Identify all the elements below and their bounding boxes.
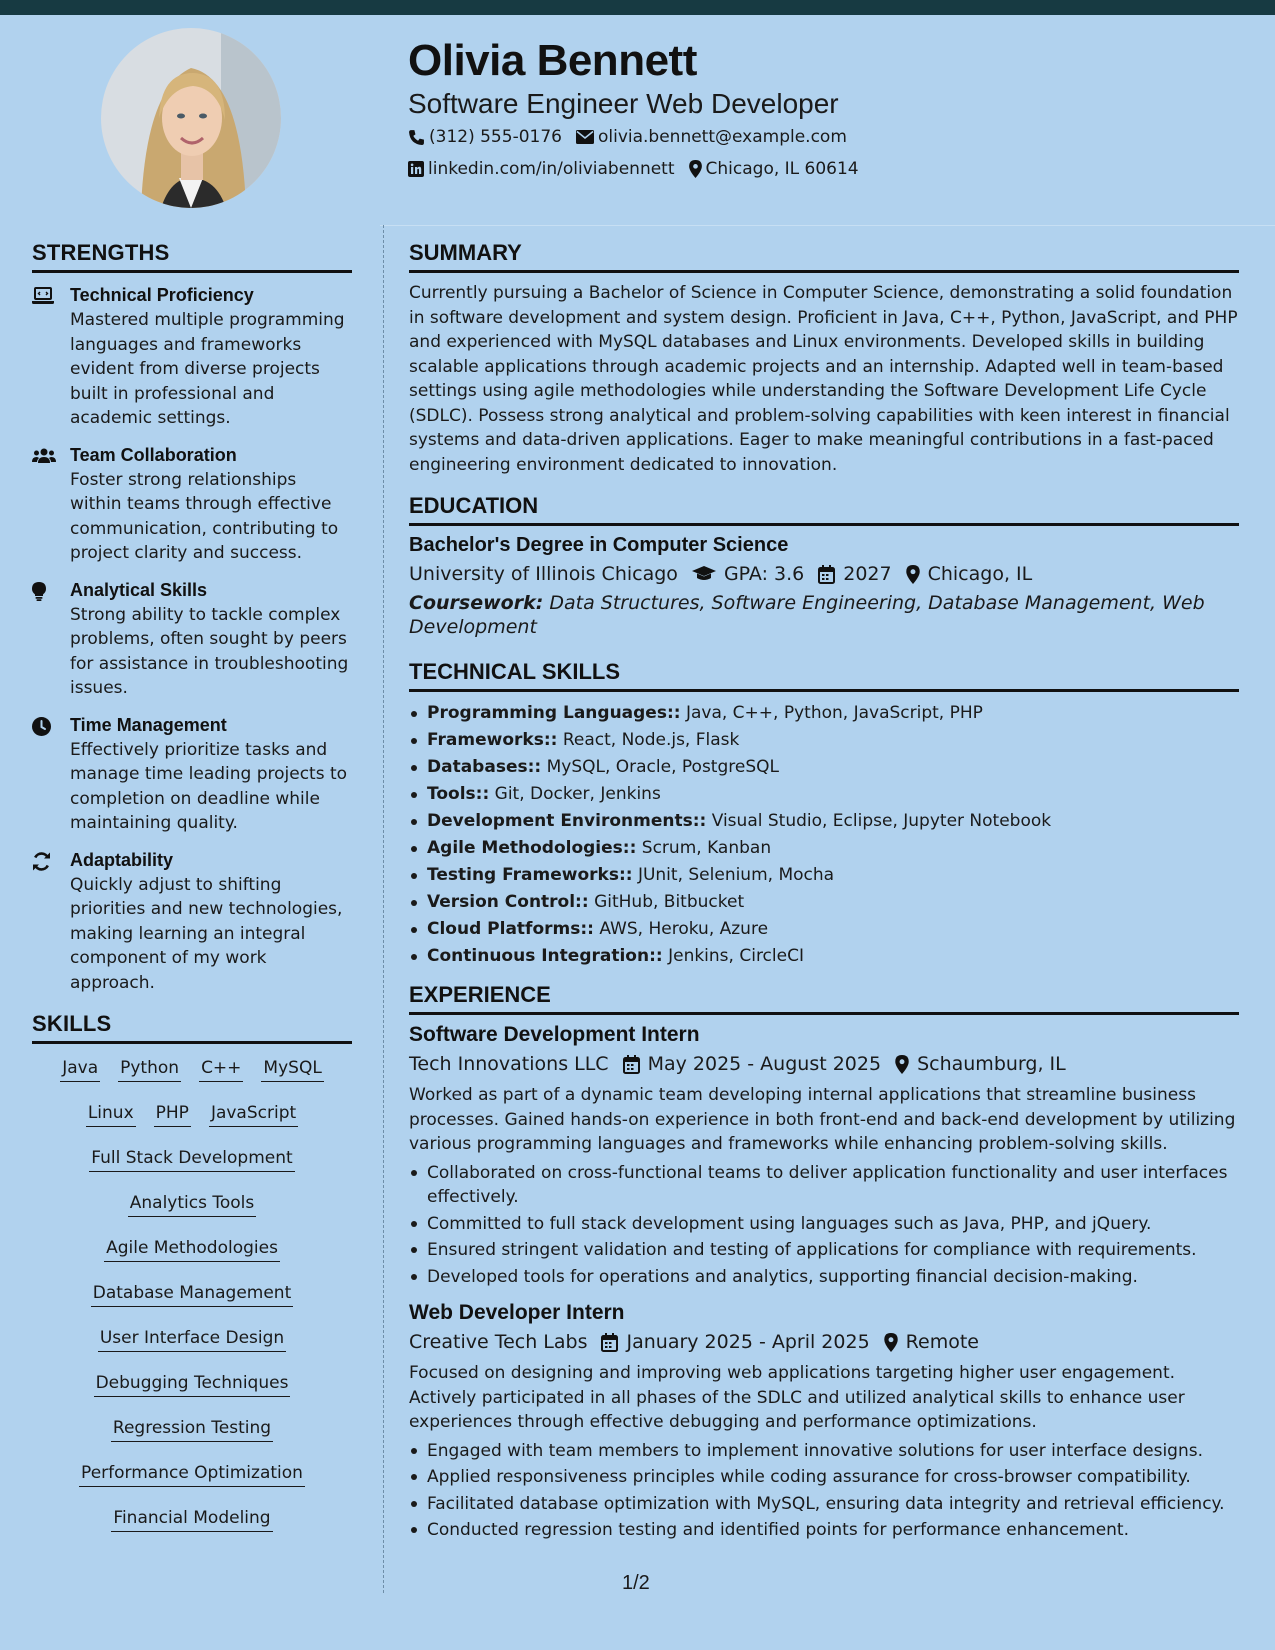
map-marker-icon bbox=[689, 160, 702, 178]
phone-icon bbox=[408, 129, 425, 146]
list-item: Engaged with team members to implement innovative solutions for user interface designs. bbox=[409, 1439, 1239, 1464]
map-marker-icon bbox=[895, 1055, 909, 1074]
list-item: Continuous Integration:: Jenkins, CircleCI bbox=[409, 943, 1239, 970]
email-contact bbox=[576, 127, 847, 147]
list-item: Programming Languages:: Java, C++, Python, JavaScript, PHP bbox=[409, 700, 1239, 727]
calendar-icon bbox=[623, 1055, 640, 1074]
list-item: Cloud Platforms:: AWS, Heroku, Azure bbox=[409, 916, 1239, 943]
skill-tag: User Interface Design bbox=[98, 1327, 286, 1352]
page-number: 1/2 bbox=[622, 1572, 650, 1594]
linkedin-icon bbox=[408, 161, 424, 177]
users-icon bbox=[32, 447, 56, 465]
skills-heading: SKILLS bbox=[32, 1011, 352, 1044]
skill-tag: Performance Optimization bbox=[79, 1462, 305, 1487]
graduation-cap-icon bbox=[692, 566, 716, 582]
map-marker-icon bbox=[906, 565, 920, 584]
skill-tag: Regression Testing bbox=[111, 1417, 273, 1442]
skill-tag: MySQL bbox=[261, 1057, 323, 1082]
linkedin-link[interactable]: linkedin.com/in/oliviabennett bbox=[428, 159, 675, 179]
laptop-code-icon bbox=[32, 287, 54, 305]
location-contact bbox=[689, 159, 859, 179]
list-item: Ensured stringent validation and testing of applications for compliance with requirements. bbox=[409, 1238, 1239, 1263]
skill-tag: Full Stack Development bbox=[89, 1147, 294, 1172]
education-meta bbox=[409, 563, 1239, 585]
strength-item bbox=[32, 445, 352, 566]
top-accent-bar bbox=[0, 0, 1275, 15]
right-column bbox=[409, 240, 1239, 1545]
candidate-name: Olivia Bennett bbox=[408, 36, 697, 85]
gpa-text: GPA: 3.6 bbox=[723, 563, 805, 585]
left-column bbox=[32, 240, 352, 1547]
job-dates: January 2025 - April 2025 bbox=[601, 1331, 869, 1353]
list-item: Development Environments:: Visual Studio, Eclipse, Jupyter Notebook bbox=[409, 808, 1239, 835]
education-location-text: Chicago, IL bbox=[927, 563, 1033, 585]
strength-item bbox=[32, 580, 352, 701]
phone-contact bbox=[408, 127, 562, 147]
column-divider bbox=[383, 225, 384, 1593]
skill-tag: Database Management bbox=[91, 1282, 294, 1307]
job-bullets bbox=[409, 1439, 1239, 1543]
skill-tag: Analytics Tools bbox=[128, 1192, 256, 1217]
list-item: Tools:: Git, Docker, Jenkins bbox=[409, 781, 1239, 808]
education-location bbox=[906, 563, 1033, 585]
technical-skills-heading: TECHNICAL SKILLS bbox=[409, 659, 1239, 692]
list-item: Testing Frameworks:: JUnit, Selenium, Mocha bbox=[409, 862, 1239, 889]
company-name: Creative Tech Labs bbox=[409, 1331, 588, 1353]
strength-item bbox=[32, 850, 352, 996]
list-item: Applied responsiveness principles while coding assurance for cross-browser compatibility. bbox=[409, 1465, 1239, 1490]
degree-title: Bachelor's Degree in Computer Science bbox=[409, 534, 789, 556]
profile-photo bbox=[101, 28, 281, 208]
coursework bbox=[409, 591, 1239, 639]
linkedin-contact bbox=[408, 159, 675, 179]
strength-item bbox=[32, 715, 352, 836]
skill-tag: JavaScript bbox=[209, 1102, 298, 1127]
skill-tag: Python bbox=[118, 1057, 181, 1082]
education-heading: EDUCATION bbox=[409, 493, 1239, 526]
skill-tag: C++ bbox=[199, 1057, 243, 1082]
skills-list bbox=[32, 1052, 352, 1547]
strength-title: Team Collaboration bbox=[70, 444, 237, 465]
summary-text: Currently pursuing a Bachelor of Science in Computer Science, demonstrating a solid foundation in software development and system design. Proficient in Java, C++, Python, JavaScript, and PHP and experienced with MySQL databases and Linux environments. Developed skills in building scalable applications through academic projects and an internship. Adapted well in team-based settings using agile methodologies while understanding the Software Development Life Cycle (SDLC). Possess strong analytical and problem-solving capabilities with keen interest in financial systems and data-driven applications. Eager to make meaningful contributions in a fast-paced engineering environment dedicated to innovation. bbox=[409, 283, 1238, 475]
skill-tag: Linux bbox=[86, 1102, 136, 1127]
company-name: Tech Innovations LLC bbox=[409, 1053, 609, 1075]
map-marker-icon bbox=[884, 1333, 898, 1352]
clock-icon bbox=[32, 717, 51, 736]
technical-skills-list bbox=[409, 700, 1239, 970]
strength-title: Technical Proficiency bbox=[70, 285, 254, 305]
gpa-item bbox=[692, 563, 804, 585]
school-name: University of Illinois Chicago bbox=[409, 563, 678, 585]
contact-row-2 bbox=[408, 159, 873, 179]
skill-tag: Financial Modeling bbox=[111, 1507, 272, 1532]
job-title: Software Development Intern bbox=[409, 1023, 700, 1046]
summary-heading: SUMMARY bbox=[409, 240, 1239, 273]
job-title: Web Developer Intern bbox=[409, 1301, 625, 1324]
skill-tag: Agile Methodologies bbox=[104, 1237, 280, 1262]
job-location: Schaumburg, IL bbox=[895, 1053, 1066, 1075]
list-item: Agile Methodologies:: Scrum, Kanban bbox=[409, 835, 1239, 862]
year-item bbox=[818, 563, 891, 585]
job-bullets bbox=[409, 1161, 1239, 1290]
strength-text: Quickly adjust to shifting priorities and new technologies, making learning an integral component of my work approach. bbox=[70, 874, 343, 993]
strength-text: Foster strong relationships within teams through effective communication, contributing to project clarity and success. bbox=[70, 469, 339, 563]
skill-tag: Debugging Techniques bbox=[94, 1372, 291, 1397]
strength-title: Time Management bbox=[70, 714, 227, 735]
calendar-icon bbox=[818, 565, 835, 584]
job-meta bbox=[409, 1053, 1239, 1075]
strength-title: Adaptability bbox=[70, 849, 174, 870]
list-item: Databases:: MySQL, Oracle, PostgreSQL bbox=[409, 754, 1239, 781]
list-item: Facilitated database optimization with MySQL, ensuring data integrity and retrieval efficiency. bbox=[409, 1492, 1239, 1517]
job-title: Software Engineer Web Developer bbox=[408, 88, 839, 119]
list-item: Committed to full stack development using languages such as Java, PHP, and jQuery. bbox=[409, 1212, 1239, 1237]
list-item: Version Control:: GitHub, Bitbucket bbox=[409, 889, 1239, 916]
strength-text: Strong ability to tackle complex problems, often sought by peers for assistance in troubleshooting issues. bbox=[70, 604, 349, 698]
list-item: Conducted regression testing and identified points for performance enhancement. bbox=[409, 1518, 1239, 1543]
strength-text: Effectively prioritize tasks and manage time leading projects to completion on deadline while maintaining quality. bbox=[70, 739, 348, 833]
header-divider bbox=[380, 225, 1275, 226]
job-description: Focused on designing and improving web applications targeting higher user engagement. Actively participated in all phases of the SDLC and utilized analytical skills to enhance user experiences through effective debugging and performance optimizations. bbox=[409, 1363, 1185, 1432]
calendar-icon bbox=[601, 1333, 618, 1352]
phone-number: (312) 555-0176 bbox=[429, 127, 562, 147]
strength-item bbox=[32, 285, 352, 431]
skill-tag: PHP bbox=[154, 1102, 191, 1127]
job-description: Worked as part of a dynamic team developing internal applications that streamline business processes. Gained hands-on experience in both front-end and back-end development by utilizing various programming languages and frameworks while enhancing problem-solving skills. bbox=[409, 1085, 1236, 1154]
skill-tag: Java bbox=[60, 1057, 100, 1082]
coursework-text: Data Structures, Software Engineering, Database Management, Web Development bbox=[409, 592, 1205, 638]
list-item: Collaborated on cross-functional teams to deliver application functionality and user interfaces effectively. bbox=[409, 1161, 1239, 1210]
envelope-icon bbox=[576, 130, 594, 144]
list-item: Frameworks:: React, Node.js, Flask bbox=[409, 727, 1239, 754]
email-link[interactable]: olivia.bennett@example.com bbox=[597, 127, 847, 147]
list-item: Developed tools for operations and analytics, supporting financial decision-making. bbox=[409, 1265, 1239, 1290]
experience-heading: EXPERIENCE bbox=[409, 982, 1239, 1015]
location-text: Chicago, IL 60614 bbox=[705, 159, 859, 179]
strength-text: Mastered multiple programming languages and frameworks evident from diverse projects built in professional and academic settings. bbox=[70, 310, 345, 428]
job-location: Remote bbox=[884, 1331, 979, 1353]
coursework-label: Coursework: bbox=[409, 592, 544, 614]
lightbulb-icon bbox=[32, 582, 46, 601]
contact-row-1 bbox=[408, 127, 861, 147]
graduation-year: 2027 bbox=[843, 563, 892, 585]
job-dates: May 2025 - August 2025 bbox=[623, 1053, 882, 1075]
strength-title: Analytical Skills bbox=[70, 579, 208, 600]
sync-icon bbox=[32, 852, 51, 871]
job-meta bbox=[409, 1331, 1239, 1353]
strengths-heading: STRENGTHS bbox=[32, 240, 352, 273]
